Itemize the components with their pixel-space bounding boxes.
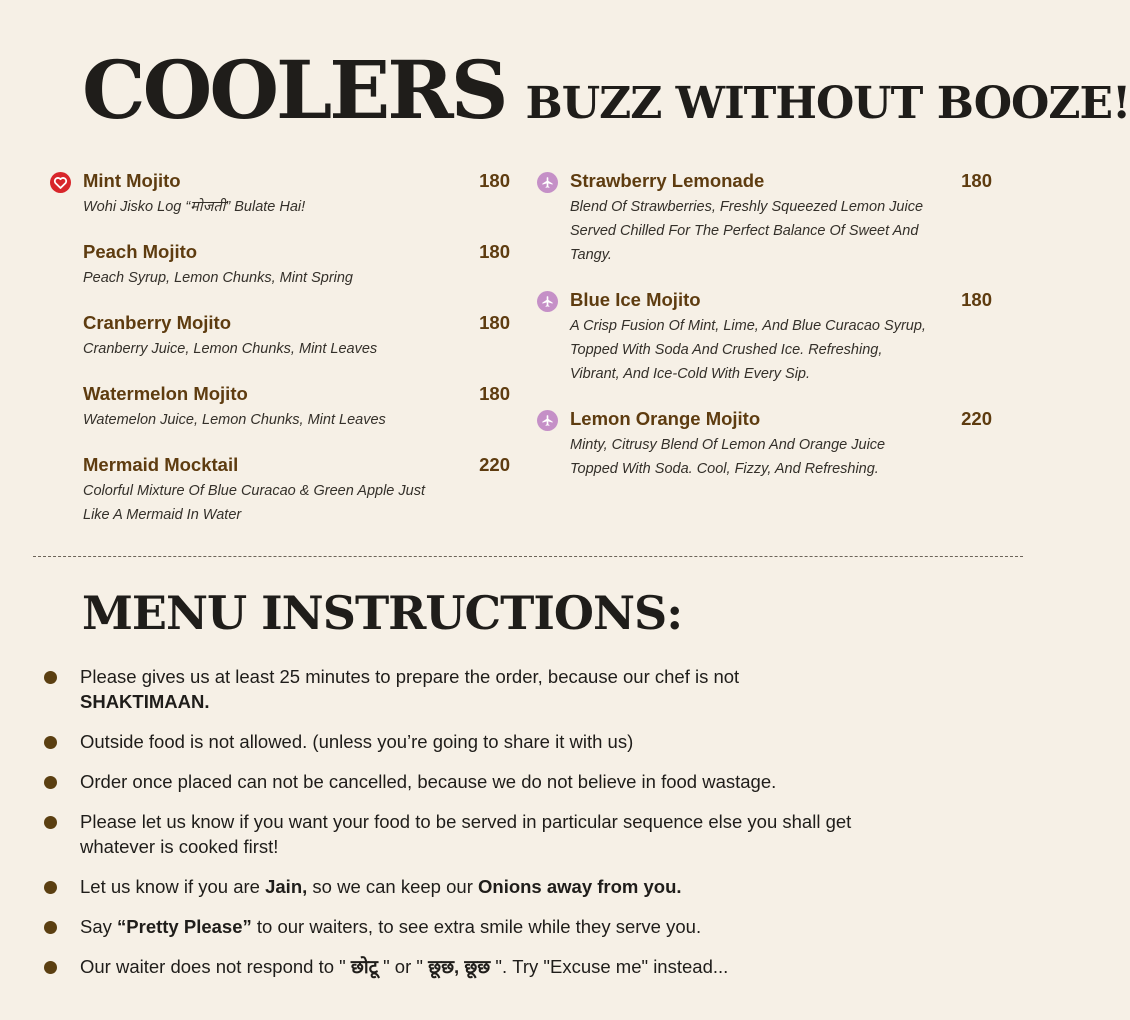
item-price: 220: [961, 408, 992, 429]
bullet-icon: [44, 816, 57, 829]
item-name: Cranberry Mojito: [83, 312, 232, 333]
menu-item-mermaid-mocktail: [50, 454, 510, 527]
instruction-item: Please gives us at least 25 minutes to prepare the order, because our chef is not SHAKTIMAAN.: [44, 664, 864, 714]
menu-item-blue-ice-mojito: [537, 289, 992, 386]
heart-icon: [50, 172, 71, 193]
bullet-icon: [44, 671, 57, 684]
bullet-icon: [44, 961, 57, 974]
instructions-list: [44, 664, 864, 994]
instruction-item: Outside food is not allowed. (unless you’re going to share it with us): [44, 729, 864, 754]
item-name: Peach Mojito: [83, 241, 198, 262]
item-description: Watemelon Juice, Lemon Chunks, Mint Leaves: [83, 412, 386, 428]
instruction-item: Let us know if you are Jain, so we can keep our Onions away from you.: [44, 874, 864, 899]
item-price: 180: [961, 170, 992, 191]
menu-item-mint-mojito: [50, 170, 510, 219]
menu-item-watermelon-mojito: [50, 383, 510, 432]
menu-header: [82, 43, 1130, 137]
item-name: Mint Mojito: [83, 170, 181, 191]
airplane-icon: [537, 410, 558, 431]
item-price: 220: [479, 454, 510, 475]
item-name: Lemon Orange Mojito: [570, 408, 761, 429]
item-description: Minty, Citrusy Blend Of Lemon And Orange Juice Topped With Soda. Cool, Fizzy, And Refreshing.: [570, 437, 886, 477]
item-price: 180: [961, 289, 992, 310]
item-price: 180: [479, 241, 510, 262]
airplane-icon: [537, 172, 558, 193]
menu-column-right: [537, 170, 992, 481]
menu-item-strawberry-lemonade: [537, 170, 992, 267]
menu-item-cranberry-mojito: [50, 312, 510, 361]
bullet-icon: [44, 881, 57, 894]
item-name: Watermelon Mojito: [83, 383, 248, 404]
instruction-item: Our waiter does not respond to " छोटू " or " छूछ, छूछ ". Try "Excuse me" instead...: [44, 954, 864, 979]
item-price: 180: [479, 383, 510, 404]
item-description: A Crisp Fusion Of Mint, Lime, And Blue Curacao Syrup, Topped With Soda And Crushed Ice. Refreshing, Vibrant, And Ice-Cold With Every Sip.: [570, 318, 926, 382]
menu-item-lemon-orange-mojito: [537, 408, 992, 481]
menu-column-left: [50, 170, 510, 527]
item-name: Blue Ice Mojito: [570, 289, 701, 310]
instruction-item: Say “Pretty Please” to our waiters, to see extra smile while they serve you.: [44, 914, 864, 939]
item-description: Blend Of Strawberries, Freshly Squeezed Lemon Juice Served Chilled For The Perfect Balance Of Sweet And Tangy.: [570, 199, 924, 263]
item-name: Strawberry Lemonade: [570, 170, 765, 191]
bullet-icon: [44, 776, 57, 789]
bullet-icon: [44, 921, 57, 934]
item-description: Peach Syrup, Lemon Chunks, Mint Spring: [83, 270, 353, 286]
airplane-icon: [537, 291, 558, 312]
section-divider: [33, 556, 1023, 557]
instruction-item: Please let us know if you want your food to be served in particular sequence else you shall get whatever is cooked first!: [44, 809, 864, 859]
item-description: Cranberry Juice, Lemon Chunks, Mint Leaves: [83, 341, 378, 357]
item-name: Mermaid Mocktail: [83, 454, 239, 475]
item-price: 180: [479, 312, 510, 333]
page-subtitle: BUZZ WITHOUT BOOZE!: [525, 78, 1130, 129]
item-description: Colorful Mixture Of Blue Curacao & Green Apple Just Like A Mermaid In Water: [83, 483, 425, 523]
item-description: Wohi Jisko Log “मोजती” Bulate Hai!: [83, 199, 306, 215]
instructions-title: MENU INSTRUCTIONS:: [82, 586, 683, 640]
menu-item-peach-mojito: [50, 241, 510, 290]
item-price: 180: [479, 170, 510, 191]
instruction-item: Order once placed can not be cancelled, because we do not believe in food wastage.: [44, 769, 864, 794]
bullet-icon: [44, 736, 57, 749]
page-title: COOLERS: [82, 43, 506, 137]
